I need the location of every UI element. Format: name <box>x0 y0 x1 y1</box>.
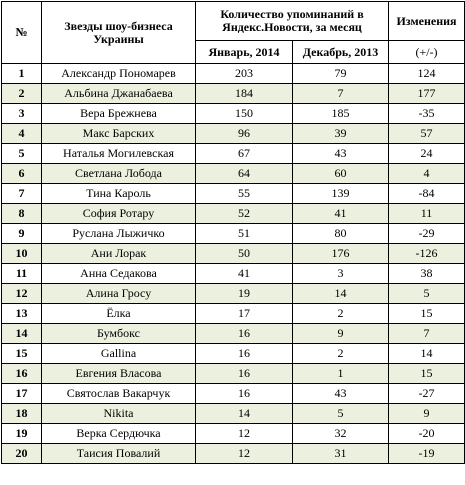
december-cell: 176 <box>293 244 389 264</box>
rank-cell: 3 <box>2 104 42 124</box>
rank-cell: 2 <box>2 84 42 104</box>
rank-cell: 12 <box>2 284 42 304</box>
january-cell: 55 <box>196 184 293 204</box>
name-cell: Александр Пономарев <box>42 64 196 84</box>
table-row <box>2 304 465 324</box>
name-cell: София Ротару <box>42 204 196 224</box>
name-cell: Святослав Вакарчук <box>42 384 196 404</box>
change-cell: 15 <box>389 364 465 384</box>
january-cell: 12 <box>196 424 293 444</box>
table-row <box>2 444 465 464</box>
rank-cell: 18 <box>2 404 42 424</box>
january-cell: 16 <box>196 364 293 384</box>
rank-cell: 9 <box>2 224 42 244</box>
january-cell: 64 <box>196 164 293 184</box>
change-cell: 7 <box>389 324 465 344</box>
name-cell: Таисия Повалий <box>42 444 196 464</box>
name-cell: Тина Кароль <box>42 184 196 204</box>
rank-cell: 11 <box>2 264 42 284</box>
rank-cell: 6 <box>2 164 42 184</box>
december-cell: 80 <box>293 224 389 244</box>
december-cell: 5 <box>293 404 389 424</box>
name-cell: Бумбокс <box>42 324 196 344</box>
december-cell: 7 <box>293 84 389 104</box>
name-cell: Анна Седакова <box>42 264 196 284</box>
change-cell: -20 <box>389 424 465 444</box>
december-cell: 43 <box>293 144 389 164</box>
january-cell: 67 <box>196 144 293 164</box>
change-cell: 15 <box>389 304 465 324</box>
december-cell: 31 <box>293 444 389 464</box>
december-cell: 14 <box>293 284 389 304</box>
ranking-table <box>1 1 465 464</box>
january-cell: 16 <box>196 324 293 344</box>
change-cell: 9 <box>389 404 465 424</box>
january-cell: 17 <box>196 304 293 324</box>
rank-cell: 15 <box>2 344 42 364</box>
rank-cell: 4 <box>2 124 42 144</box>
change-cell: 11 <box>389 204 465 224</box>
table-row <box>2 424 465 444</box>
table-row <box>2 64 465 84</box>
name-cell: Руслана Лыжичко <box>42 224 196 244</box>
table-row <box>2 184 465 204</box>
table-row <box>2 364 465 384</box>
name-cell: Gallina <box>42 344 196 364</box>
table-row <box>2 384 465 404</box>
december-cell: 185 <box>293 104 389 124</box>
december-cell: 139 <box>293 184 389 204</box>
name-cell: Ёлка <box>42 304 196 324</box>
january-cell: 12 <box>196 444 293 464</box>
name-cell: Вера Брежнева <box>42 104 196 124</box>
january-cell: 50 <box>196 244 293 264</box>
name-header: Звезды шоу-бизнеса Украины <box>42 2 196 64</box>
rank-cell: 17 <box>2 384 42 404</box>
change-cell: -29 <box>389 224 465 244</box>
january-cell: 16 <box>196 384 293 404</box>
change-cell: -35 <box>389 104 465 124</box>
rank-cell: 7 <box>2 184 42 204</box>
december-cell: 2 <box>293 344 389 364</box>
rank-cell: 1 <box>2 64 42 84</box>
changes-unit-header: (+/-) <box>389 41 465 64</box>
change-cell: 24 <box>389 144 465 164</box>
change-cell: 4 <box>389 164 465 184</box>
rank-cell: 10 <box>2 244 42 264</box>
table-row <box>2 204 465 224</box>
name-cell: Евгения Власова <box>42 364 196 384</box>
december-cell: 9 <box>293 324 389 344</box>
table-row <box>2 224 465 244</box>
table-row <box>2 264 465 284</box>
rank-cell: 16 <box>2 364 42 384</box>
january-cell: 150 <box>196 104 293 124</box>
january-cell: 203 <box>196 64 293 84</box>
table-row <box>2 324 465 344</box>
change-cell: 177 <box>389 84 465 104</box>
rank-cell: 20 <box>2 444 42 464</box>
name-cell: Ани Лорак <box>42 244 196 264</box>
january-cell: 51 <box>196 224 293 244</box>
december-header: Декабрь, 2013 <box>293 41 389 64</box>
table-row <box>2 404 465 424</box>
december-cell: 32 <box>293 424 389 444</box>
december-cell: 2 <box>293 304 389 324</box>
table-row <box>2 164 465 184</box>
december-cell: 39 <box>293 124 389 144</box>
december-cell: 1 <box>293 364 389 384</box>
change-cell: -126 <box>389 244 465 264</box>
name-cell: Верка Сердючка <box>42 424 196 444</box>
change-cell: -19 <box>389 444 465 464</box>
january-cell: 14 <box>196 404 293 424</box>
december-cell: 41 <box>293 204 389 224</box>
change-cell: 124 <box>389 64 465 84</box>
change-cell: 38 <box>389 264 465 284</box>
december-cell: 43 <box>293 384 389 404</box>
table-row <box>2 284 465 304</box>
change-cell: -27 <box>389 384 465 404</box>
table-row <box>2 244 465 264</box>
table-row <box>2 104 465 124</box>
rank-cell: 19 <box>2 424 42 444</box>
table-body <box>2 64 465 464</box>
january-cell: 19 <box>196 284 293 304</box>
name-cell: Светлана Лобода <box>42 164 196 184</box>
header-row <box>2 2 465 41</box>
january-cell: 16 <box>196 344 293 364</box>
name-cell: Nikita <box>42 404 196 424</box>
change-cell: 5 <box>389 284 465 304</box>
rank-cell: 13 <box>2 304 42 324</box>
name-cell: Макс Барских <box>42 124 196 144</box>
december-cell: 79 <box>293 64 389 84</box>
name-cell: Наталья Могилевская <box>42 144 196 164</box>
changes-header: Изменения <box>389 2 465 41</box>
january-cell: 96 <box>196 124 293 144</box>
rank-cell: 14 <box>2 324 42 344</box>
january-header: Январь, 2014 <box>196 41 293 64</box>
rank-cell: 8 <box>2 204 42 224</box>
change-cell: 57 <box>389 124 465 144</box>
december-cell: 3 <box>293 264 389 284</box>
mentions-header: Количество упоминаний в Яндекс.Новости, за месяц <box>196 2 389 41</box>
change-cell: 14 <box>389 344 465 364</box>
number-header: № <box>2 2 42 64</box>
table-row <box>2 144 465 164</box>
january-cell: 52 <box>196 204 293 224</box>
name-cell: Алина Гросу <box>42 284 196 304</box>
table-row <box>2 124 465 144</box>
name-cell: Альбина Джанабаева <box>42 84 196 104</box>
table-row <box>2 344 465 364</box>
change-cell: -84 <box>389 184 465 204</box>
january-cell: 184 <box>196 84 293 104</box>
december-cell: 60 <box>293 164 389 184</box>
rank-cell: 5 <box>2 144 42 164</box>
table-row <box>2 84 465 104</box>
january-cell: 41 <box>196 264 293 284</box>
